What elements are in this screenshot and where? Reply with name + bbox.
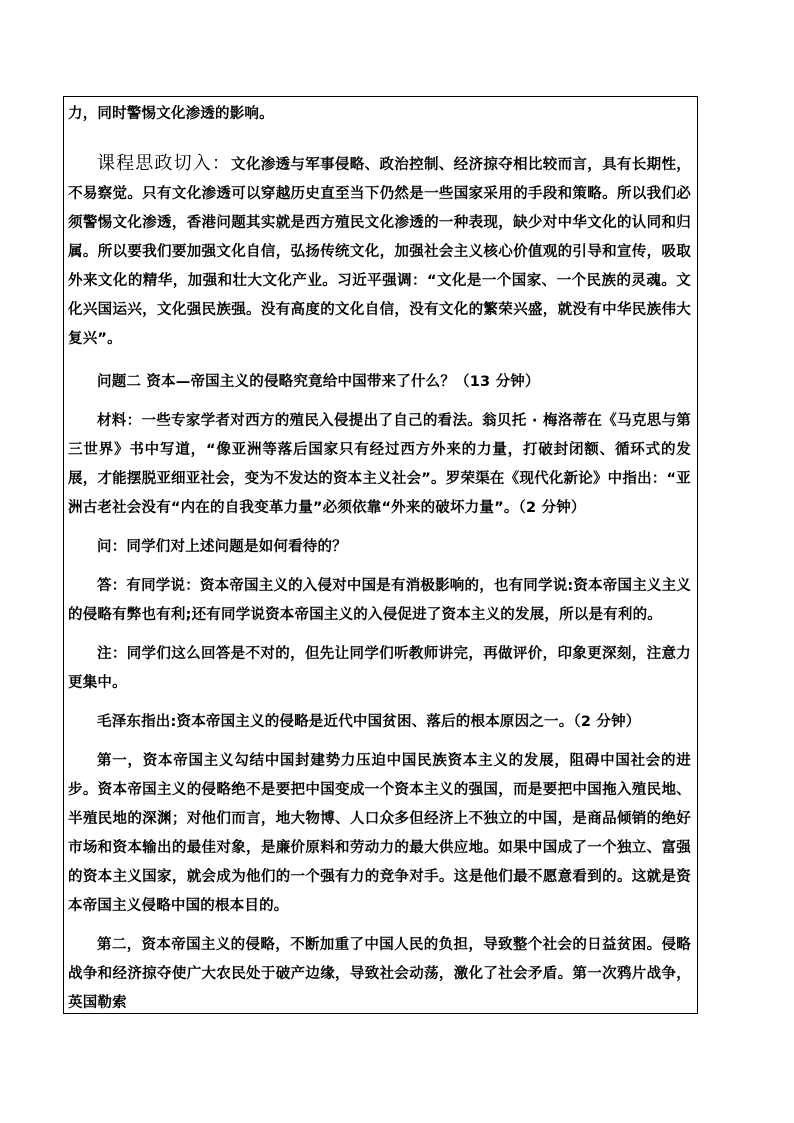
mao-paragraph: 毛泽东指出:资本帝国主义的侵略是近代中国贫困、落后的根本原因之一。（2 分钟） [97,714,641,730]
answer-paragraph: 答：有同学说：资本帝国主义的入侵对中国是有消极影响的，也有同学说:资本帝国主义主义的侵略有弊也有利;还有同学说资本帝国主义的入侵促进了资本主义的发展，所以是有利的。 [68,578,691,623]
ideology-lead: 课程思政切入： [97,153,232,174]
ideology-text: 文化渗透与军事侵略、政治控制、经济掠夺相比较而言，具有长期性，不易察觉。只有文化渗透可以穿越历史直至当下仍然是一些国家采用的手段和策略。所以我们必须警惕文化渗透，香港问题其实就是西方殖民文化渗透的一种表现，缺少对中华文化的认同和归属。所以要我们要加强文化自信，弘扬传统文化，加强社会主义核心价值观的引导和宣传，吸取外来文化的精华，加强和壮大文化产业。习近平强调：“文化是一个国家、一个民族的灵魂。文化兴国运兴，文化强民族强。没有高度的文化自信，没有文化的繁荣兴盛，就没有中华民族伟大复兴”。 [68,157,692,347]
second-point-paragraph: 第二，资本帝国主义的侵略，不断加重了中国人民的负担，导致整个社会的日益贫困。侵略战争和经济掠夺使广大农民处于破产边缘，导致社会动荡，激化了社会矛盾。第一次鸦片战争，英国勒索 [68,937,691,1011]
ideology-paragraph [68,149,691,354]
material-paragraph: 材料：一些专家学者对西方的殖民入侵提出了自己的看法。翁贝托 · 梅洛蒂在《马克思与第三世界》书中写道，“像亚洲等落后国家只有经过西方外来的力量，打破封闭额、循环式的发展，才能摆脱亚细亚社会，变为不发达的资本主义社会”。罗荣渠在《现代化新论》中指出：“亚洲古老社会没有“内在的自我变革力量”必须依靠“外来的破坏力量”。（2 分钟） [68,413,691,516]
document-body [68,97,691,1014]
note-paragraph: 注：同学们这么回答是不对的，但先让同学们听教师讲完，再做评价，印象更深刻，注意力更集中。 [68,646,691,691]
page-frame [63,96,698,1014]
question-two-heading: 问题二 资本—帝国主义的侵略究竟给中国带来了什么？（13 分钟） [97,374,540,390]
intro-line: 力，同时警惕文化渗透的影响。 [68,106,274,122]
question-paragraph: 问：同学们对上述问题是如何看待的？ [97,539,347,555]
first-point-paragraph: 第一，资本帝国主义勾结中国封建势力压迫中国民族资本主义的发展，阻碍中国社会的进步。资本帝国主义的侵略绝不是要把中国变成一个资本主义的强国，而是要把中国拖入殖民地、半殖民地的深渊；对他们而言，地大物博、人口众多但经济上不独立的中国，是商品倾销的绝好市场和资本输出的最佳对象，是廉价原料和劳动力的最大供应地。如果中国成了一个独立、富强的资本主义国家，就会成为他们的一个强有力的竞争对手。这是他们最不愿意看到的。这就是资本帝国主义侵略中国的根本目的。 [68,753,691,914]
